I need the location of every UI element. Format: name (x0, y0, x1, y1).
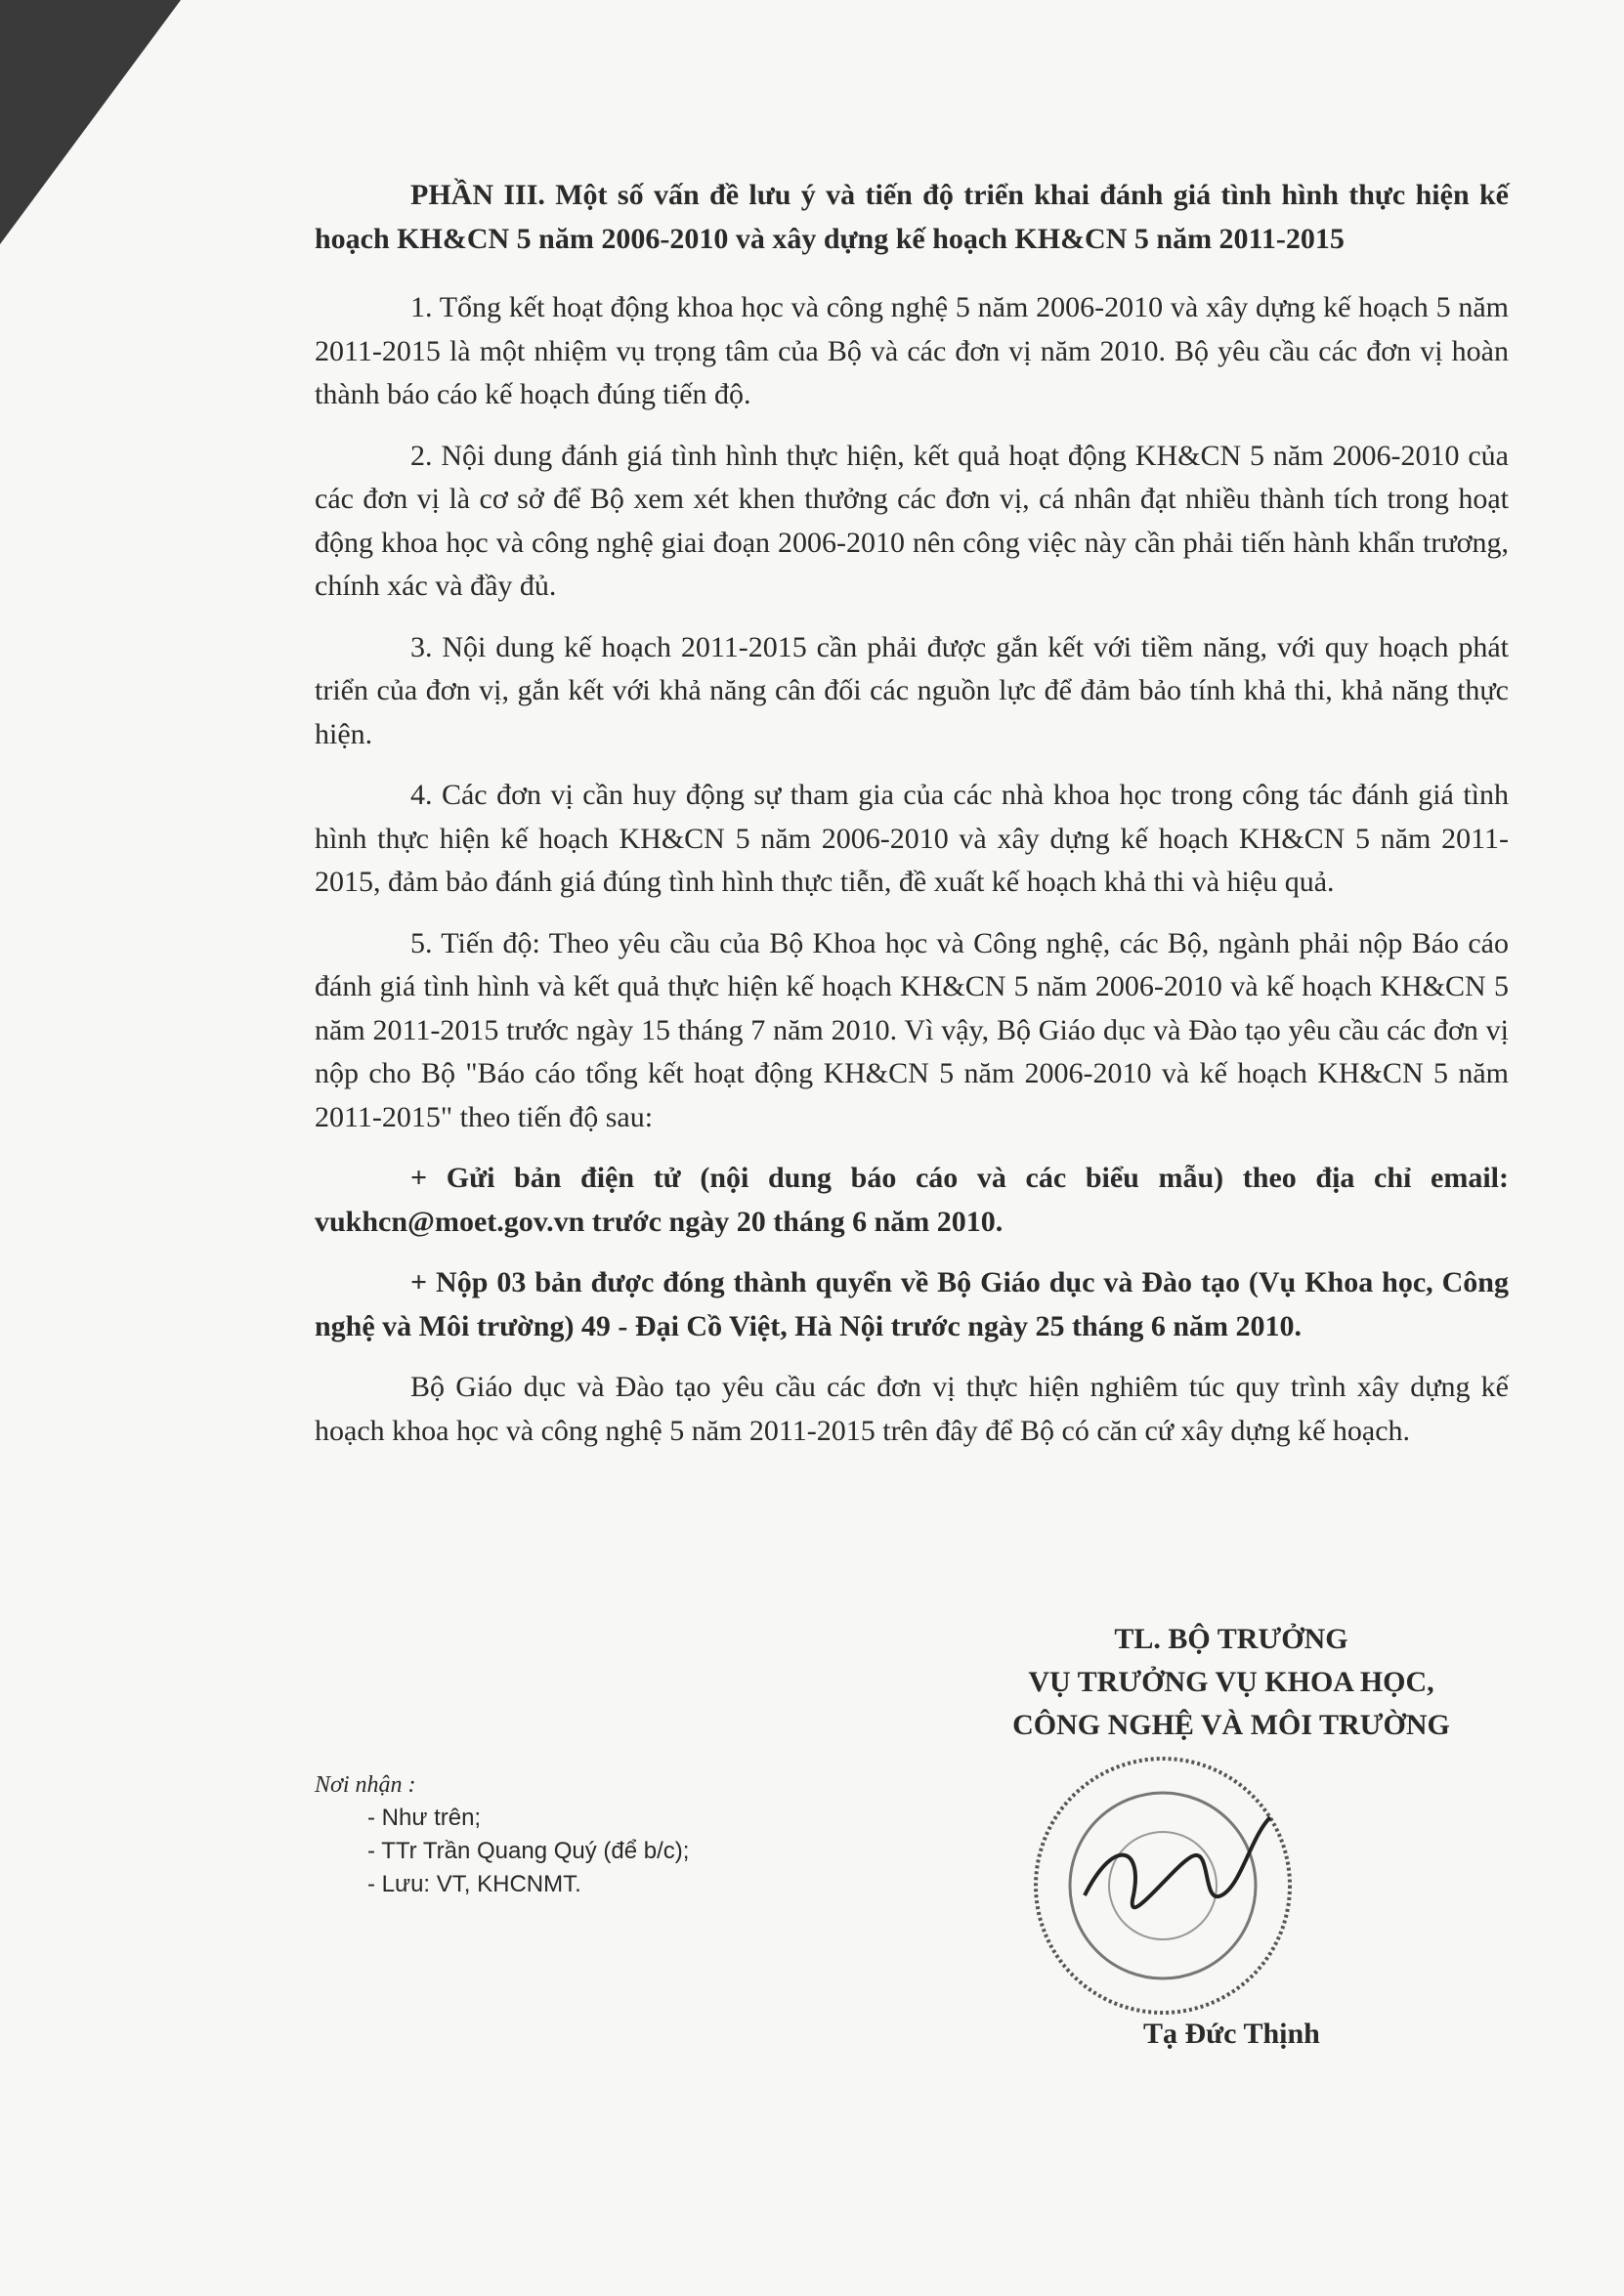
paragraph-4: 4. Các đơn vị cần huy động sự tham gia của các nhà khoa học trong công tác đánh giá tình hình thực hiện kế hoạch KH&CN 5 năm 2006-2010 và xây dựng kế hoạch KH&CN 5 năm 2011-2015, đảm bảo đánh giá đúng tình hình thực tiễn, đề xuất kế hoạch khả thi và hiệu quả. (315, 779, 1509, 898)
paragraph-5: 5. Tiến độ: Theo yêu cầu của Bộ Khoa học và Công nghệ, các Bộ, ngành phải nộp Báo cáo đánh giá tình hình và kết quả thực hiện kế hoạch KH&CN 5 năm 2006-2010 và kế hoạch KH&CN 5 năm 2011-2015 trước ngày 15 tháng 7 năm 2010. Vì vậy, Bộ Giáo dục và Đào tạo yêu cầu các đơn vị nộp cho Bộ "Báo cáo tổng kết hoạt động KH&CN 5 năm 2006-2010 và kế hoạch KH&CN 5 năm 2011-2015" theo tiến độ sau: (315, 926, 1509, 1133)
paragraph-1: 1. Tổng kết hoạt động khoa học và công nghệ 5 năm 2006-2010 và xây dựng kế hoạch 5 năm 2011-2015 là một nhiệm vụ trọng tâm của Bộ và các đơn vị năm 2010. Bộ yêu cầu các đơn vị hoàn thành báo cáo kế hoạch đúng tiến độ. (315, 291, 1509, 410)
official-seal (1026, 1749, 1300, 2022)
recipient-item: - Lưu: VT, KHCNMT. (367, 1871, 581, 1897)
signature-scribble (1085, 1817, 1270, 1907)
document-body (315, 174, 1509, 1470)
recipients-label: Nơi nhận : (315, 1772, 416, 1798)
signature-block (928, 1618, 1534, 1747)
recipient-item: - Như trên; (367, 1805, 482, 1831)
signer-name: Tạ Đức Thịnh (1143, 2018, 1320, 2050)
bold-item-submit: + Nộp 03 bản được đóng thành quyển về Bộ Giáo dục và Đào tạo (Vụ Khoa học, Công nghệ và Môi trường) 49 - Đại Cồ Việt, Hà Nội trước ngày 25 tháng 6 năm 2010. (315, 1266, 1509, 1342)
page-corner-fold (0, 0, 181, 244)
bold-item-email: + Gửi bản điện tử (nội dung báo cáo và các biểu mẫu) theo địa chỉ email: vukhcn@moet.gov.vn trước ngày 20 tháng 6 năm 2010. (315, 1162, 1509, 1238)
recipient-item: - TTr Trần Quang Quý (để b/c); (367, 1838, 690, 1864)
signature-line-1: TL. BỘ TRƯỞNG (1114, 1623, 1348, 1655)
recipients-block (315, 1768, 689, 1901)
paragraph-3: 3. Nội dung kế hoạch 2011-2015 cần phải được gắn kết với tiềm năng, với quy hoạch phát triển của đơn vị, gắn kết với khả năng cân đối các nguồn lực để đảm bảo tính khả thi, khả năng thực hiện. (315, 630, 1509, 750)
signature-line-3: CÔNG NGHỆ VÀ MÔI TRƯỜNG (1012, 1709, 1450, 1741)
closing-paragraph: Bộ Giáo dục và Đào tạo yêu cầu các đơn vị thực hiện nghiêm túc quy trình xây dựng kế hoạch khoa học và công nghệ 5 năm 2011-2015 trên đây để Bộ có căn cứ xây dựng kế hoạch. (315, 1371, 1509, 1447)
paragraph-2: 2. Nội dung đánh giá tình hình thực hiện, kết quả hoạt động KH&CN 5 năm 2006-2010 của các đơn vị là cơ sở để Bộ xem xét khen thưởng các đơn vị, cá nhân đạt nhiều thành tích trong hoạt động khoa học và công nghệ giai đoạn 2006-2010 nên công việc này cần phải tiến hành khẩn trương, chính xác và đầy đủ. (315, 439, 1509, 602)
signature-line-2: VỤ TRƯỞNG VỤ KHOA HỌC, (1028, 1666, 1434, 1698)
section-heading: PHẦN III. Một số vấn đề lưu ý và tiến độ triển khai đánh giá tình hình thực hiện kế hoạch KH&CN 5 năm 2006-2010 và xây dựng kế hoạch KH&CN 5 năm 2011-2015 (315, 179, 1509, 255)
